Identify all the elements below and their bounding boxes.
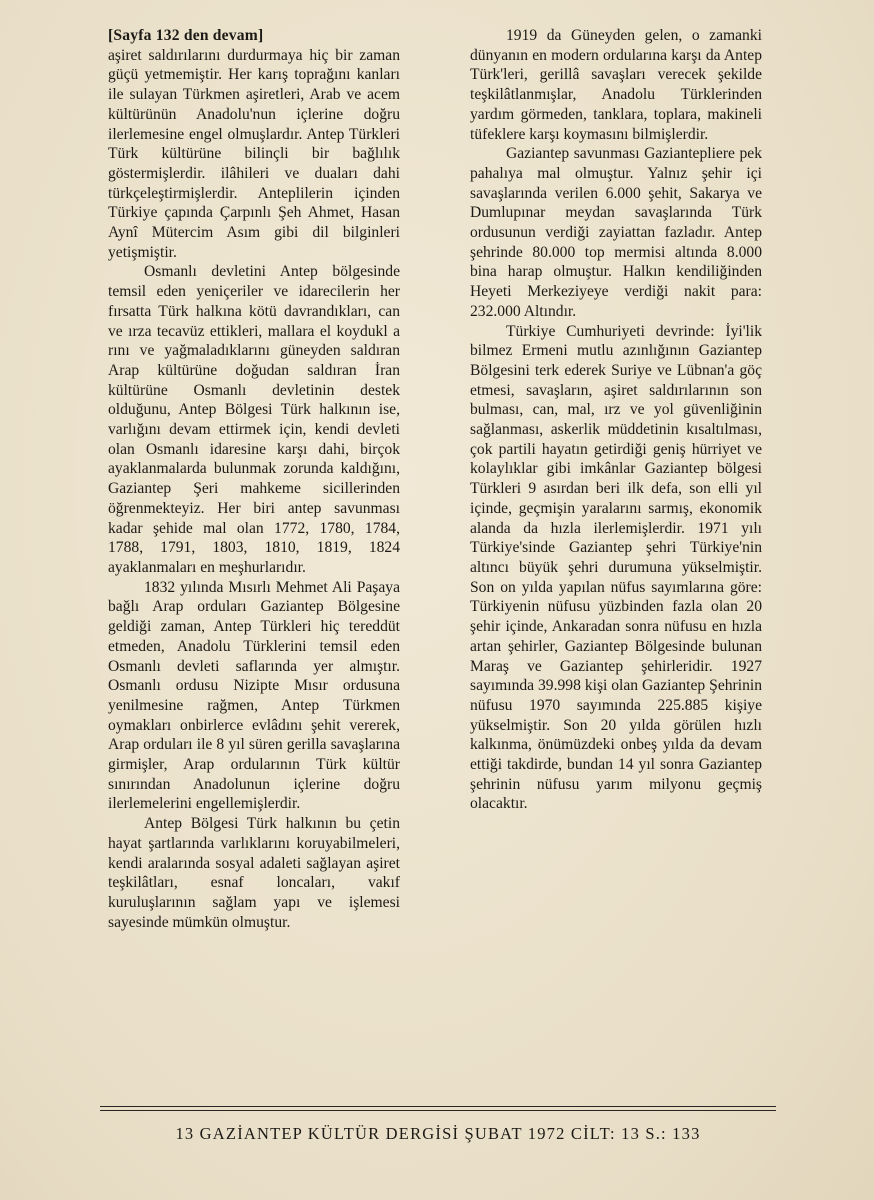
footer-rule-bottom [100, 1110, 776, 1111]
page-footer: 13 GAZİANTEP KÜLTÜR DERGİSİ ŞUBAT 1972 CİLT: 13 S.: 133 [175, 1124, 701, 1143]
right-column [470, 26, 762, 814]
right-paragraph-2: Gaziantep savunması Gaziantepliere pek pahalıya mal olmuştur. Yalnız şehir içi savaşlarında verilen 6.000 şehit, Sakarya ve Dumlupınar meydan savaşlarında Türk ordusunun verdiği zayiattan fazladır. Antep şehrinde 80.000 top mermisi altında 8.000 bina harap olmuştur. Halkın kendiliğinden Heyeti Merkeziyeye verdiği nakit para: 232.000 Altındır. [470, 145, 762, 320]
left-paragraph-1: aşiret saldırılarını durdurmaya hiç bir zaman güçü yetmemiştir. Her karış toprağını kanları ile sulayan Türkmen aşiretleri, Arab ve acem kültürünün Anadolu'nun içlerine doğru ilerlemesine engel olmuşlardır. Antep Türkleri Türk kültürüne bilinçli bir bağlılık göstermişlerdir. ilâhileri ve duaları dahi türkçeleştirmişlerdir. Anteplilerin içinden Türkiye çapında Çarpınlı Şeh Ahmet, Hasan Aynî Mütercim Asım gibi dil bilginleri yetişmiştir. [108, 46, 400, 261]
left-paragraph-3: 1832 yılında Mısırlı Mehmet Ali Paşaya bağlı Arap orduları Gaziantep Bölgesine geldiği zaman, Antep Türkleri hiç tereddüt etmeden, Anadolu Türklerini temsil eden Osmanlı devleti saflarında yer almıştır. Osmanlı ordusu Nizipte Mısır ordusuna yenilmesine rağmen, Antep Türkmen oymakları onbirlerce evlâdını şehit vererek, Arap orduları ile 8 yıl süren gerilla savaşlarına girmişler, Arap ordularının Türk kültür sınırından Anadolunun içlerine doğru ilerlemelerini engellemişlerdir. [108, 578, 400, 813]
left-column [108, 26, 400, 932]
continuation-header: [Sayfa 132 den devam] [108, 27, 264, 44]
right-paragraph-1: 1919 da Güneyden gelen, o zamanki dünyanın en modern ordularına karşı da Antep Türk'leri, gerillâ savaşları verecek şekilde teşkilâtlanmışlar, Anadolu Türklerinden yardım görmeden, tanklara, toplara, makineli tüfeklere karşı koymasını bilmişlerdir. [470, 27, 762, 143]
left-paragraph-4: Antep Bölgesi Türk halkının bu çetin hayat şartlarında varlıklarını koruyabilmeleri, kendi aralarında sosyal adaleti sağlayan aşiret teşkilâtları, esnaf loncaları, vakıf kuruluşlarının sağlam yapı ve işlemesi sayesinde mümkün olmuştur. [108, 815, 400, 931]
right-paragraph-3: Türkiye Cumhuriyeti devrinde: İyi'lik bilmez Ermeni mutlu azınlığının Gaziantep Bölgesini terk ederek Suriye ve Lübnan'a göç etmesi, savaşların, aşiret saldırılarının son bulması, can, mal, ırz ve yol güvenliğinin sağlanması, askerlik müddetinin kısaltılması, çok partili hayatın getirdiği geniş hürriyet ve kolaylıklar gibi imkânlar Gaziantep bölgesi Türkleri 9 asırdan beri ilk defa, son elli yıl içinde, geçmişin yaralarını sarmış, ekonomik alanda da hızla ilerlemişlerdir. 1971 yılı Türkiye'sinde Gaziantep şehri Türkiye'nin altıncı büyük şehri durumuna yükselmiştir. Son on yılda yapılan nüfus sayımlarına göre: Türkiyenin nüfusu yüzbinden fazla olan 20 şehir içinde, Ankaradan sonra nüfusu en hızla artan şehirler, Gaziantep Bölgesinde bulunan Maraş ve Gaziantep şehirleridir. 1927 sayımında 39.998 kişi olan Gaziantep Şehrinin nüfusu 1970 sayımında 225.885 kişiye yükselmiştir. Son 20 yılda görülen hızlı kalkınma, önümüzdeki onbeş yılda da devam ettiği takdirde, bundan 14 yıl sonra Gaziantep şehrinin nüfusu yarım milyonu geçmiş olacaktır. [470, 322, 762, 813]
footer-rule-top [100, 1106, 776, 1107]
left-paragraph-2: Osmanlı devletini Antep bölgesinde temsil eden yeniçeriler ve idarecilerin her fırsatta Türk halkına kötü davrandıkları, can ve ırza tecavüz ettikleri, mallara el koydukl a rını ve yağmaladıklarını güneyden saldıran Arap kültürüne doğudan saldıran İran kültürüne Osmanlı devletinin destek olduğunu, Antep Bölgesi Türk halkının ise, varlığını devam ettirmek için, kendi devleti olan Osmanlı idaresine karşı dahi, birçok ayaklanmalarda bulunmak zorunda kaldığını, Gaziantep Şeri mahkeme sicillerinden öğrenmekteyiz. Her biri antep savunması kadar şehide mal olan 1772, 1780, 1784, 1788, 1791, 1803, 1810, 1819, 1824 ayaklanmaları en meşhurlarıdır. [108, 263, 400, 576]
